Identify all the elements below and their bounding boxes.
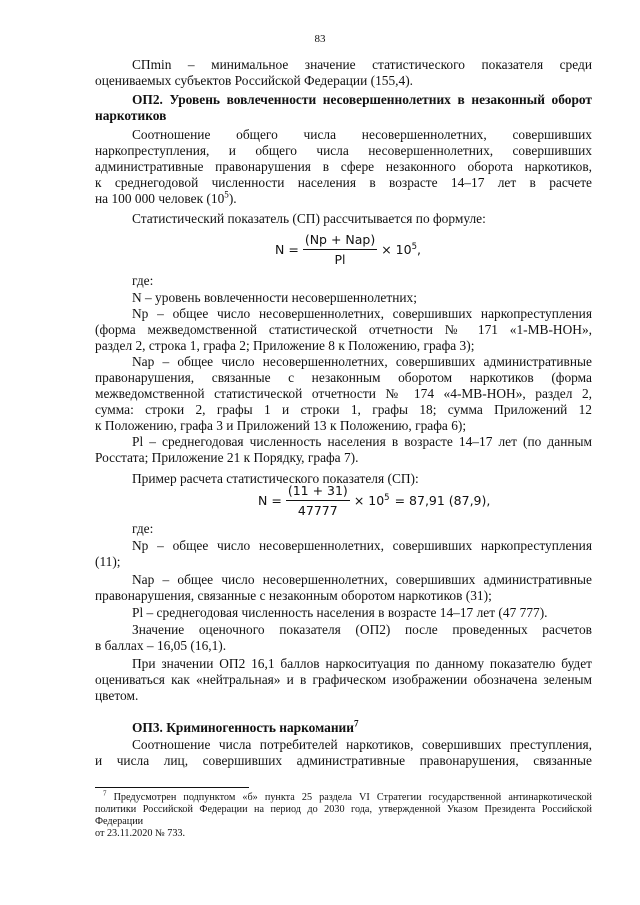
text-line: Pl – среднегодовая численность населения в возрасте 14–17 лет (по данным (132, 434, 592, 449)
text-line: раздел 2, строка 1, графа 2; Приложение 8 к Положению, графа 3); (95, 338, 475, 353)
text-line: (форма межведомственной статистической отчетности № 171 «1-МВ-НОН», (95, 322, 592, 337)
formula-fraction (303, 232, 377, 267)
text-line: на 100 000 человек $(10^5)$. (95, 189, 237, 206)
formula-fraction (286, 483, 350, 518)
formula-example (258, 483, 490, 518)
text-line: наркопреступления, и общего числа несовершеннолетних, совершивших (95, 143, 592, 158)
footnote-marker: 7 (103, 790, 107, 798)
text-line: Pl – среднегодовая численность населения в возрасте 14–17 лет (47 777). (132, 605, 548, 620)
footnote-text: Федерации (95, 816, 144, 827)
text-line: оцениваться как «нейтральная» и в графическом изображении обозначена зеленым (95, 672, 592, 687)
text-line: Np – общее число несовершеннолетних, совершивших наркопреступления (132, 306, 592, 321)
footnote-text: $^7$ Предусмотрен подпунктом «б» пункта 25 раздела VI Стратегии государственной антинаркотической (103, 790, 592, 803)
text-line: сумма: строки 2, графы 1 и строки 1, графы 18; сумма Приложений 12 (95, 402, 592, 417)
text-line: к среднегодовой численности населения в возрасте 14–17 лет в расчете (95, 175, 592, 190)
footnote-text: от 23.11.2020 № 733. (95, 828, 186, 839)
section-heading-op3: ОП3. Криминогенность наркомании$^7$ (132, 718, 359, 735)
text-line: цветом. (95, 688, 139, 703)
text-line: и числа лиц, совершивших административные правонарушения, связанные (95, 753, 592, 768)
text-line: При значении ОП2 16,1 баллов наркоситуация по данному показателю будет (132, 656, 592, 671)
footnote-ref[interactable]: 7 (353, 718, 359, 729)
formula-general (275, 232, 421, 267)
formula-tail: , (417, 242, 421, 257)
text-line: оцениваемых субъектов Российской Федерации (155,4). (95, 73, 414, 88)
text-line: Nap – общее число несовершеннолетних, совершивших административные (132, 572, 592, 587)
formula-multiplier: × $10^5$ (381, 241, 417, 257)
text-line: Пример расчета статистического показателя (СП): (132, 471, 419, 486)
text-line: Np – общее число несовершеннолетних, совершивших наркопреступления (132, 538, 592, 553)
formula-denominator: Pl (334, 252, 346, 267)
text-line: правонарушения, связанные с незаконным оборотом наркотиков (31); (95, 588, 492, 603)
text-line: где: (132, 273, 154, 288)
page-number: 83 (314, 33, 326, 45)
text-line: N – уровень вовлеченности несовершеннолетних; (132, 290, 417, 305)
text-line: Росстата; Приложение 21 к Порядку, графа 7). (95, 450, 359, 465)
text-line: Значение оценочного показателя (ОП2) после проведенных расчетов (132, 622, 592, 637)
formula-numerator: (11 + 31) (286, 483, 350, 501)
text-line: межведомственной статистической отчетности № 174 «4-МВ-НОН», раздел 2, (95, 386, 592, 401)
formula-lhs: N = (275, 242, 299, 257)
text-line: Соотношение общего числа несовершеннолетних, совершивших (132, 127, 592, 142)
text-line: Соотношение числа потребителей наркотиков, совершивших преступления, (132, 737, 592, 752)
text-line: где: (132, 521, 154, 536)
footnote-divider (95, 787, 249, 788)
text-line: правонарушения, связанные с незаконным оборотом наркотиков (форма (95, 370, 592, 385)
section-heading-op2-cont: наркотиков (95, 108, 167, 123)
text-line: административные правонарушения в сфере незаконного оборота наркотиков, (95, 159, 592, 174)
text-line: Статистический показатель (СП) рассчитывается по формуле: (132, 211, 486, 226)
text-line: к Положению, графа 3 и Приложений 13 к Положению, графа 6); (95, 418, 467, 433)
text-line: (11); (95, 554, 121, 569)
text-line: Nap – общее число несовершеннолетних, совершивших административные (132, 354, 592, 369)
text-line: СПmin – минимальное значение статистического показателя среди (132, 57, 592, 72)
formula-numerator: (Np + Nap) (303, 232, 377, 250)
formula-multiplier: × $10^5$ (353, 492, 390, 508)
text-line: в баллах – 16,05 (16,1). (95, 638, 227, 653)
footnote-text: политики Российской Федерации на период до 2030 года, утвержденной Указом Президента Российской (95, 804, 592, 815)
formula-lhs: N = (258, 493, 282, 508)
formula-denominator: 47777 (297, 503, 338, 518)
section-heading-op2: ОП2. Уровень вовлеченности несовершеннолетних в незаконный оборот (132, 92, 592, 107)
formula-result: = 87,91 (87,9), (394, 493, 491, 508)
